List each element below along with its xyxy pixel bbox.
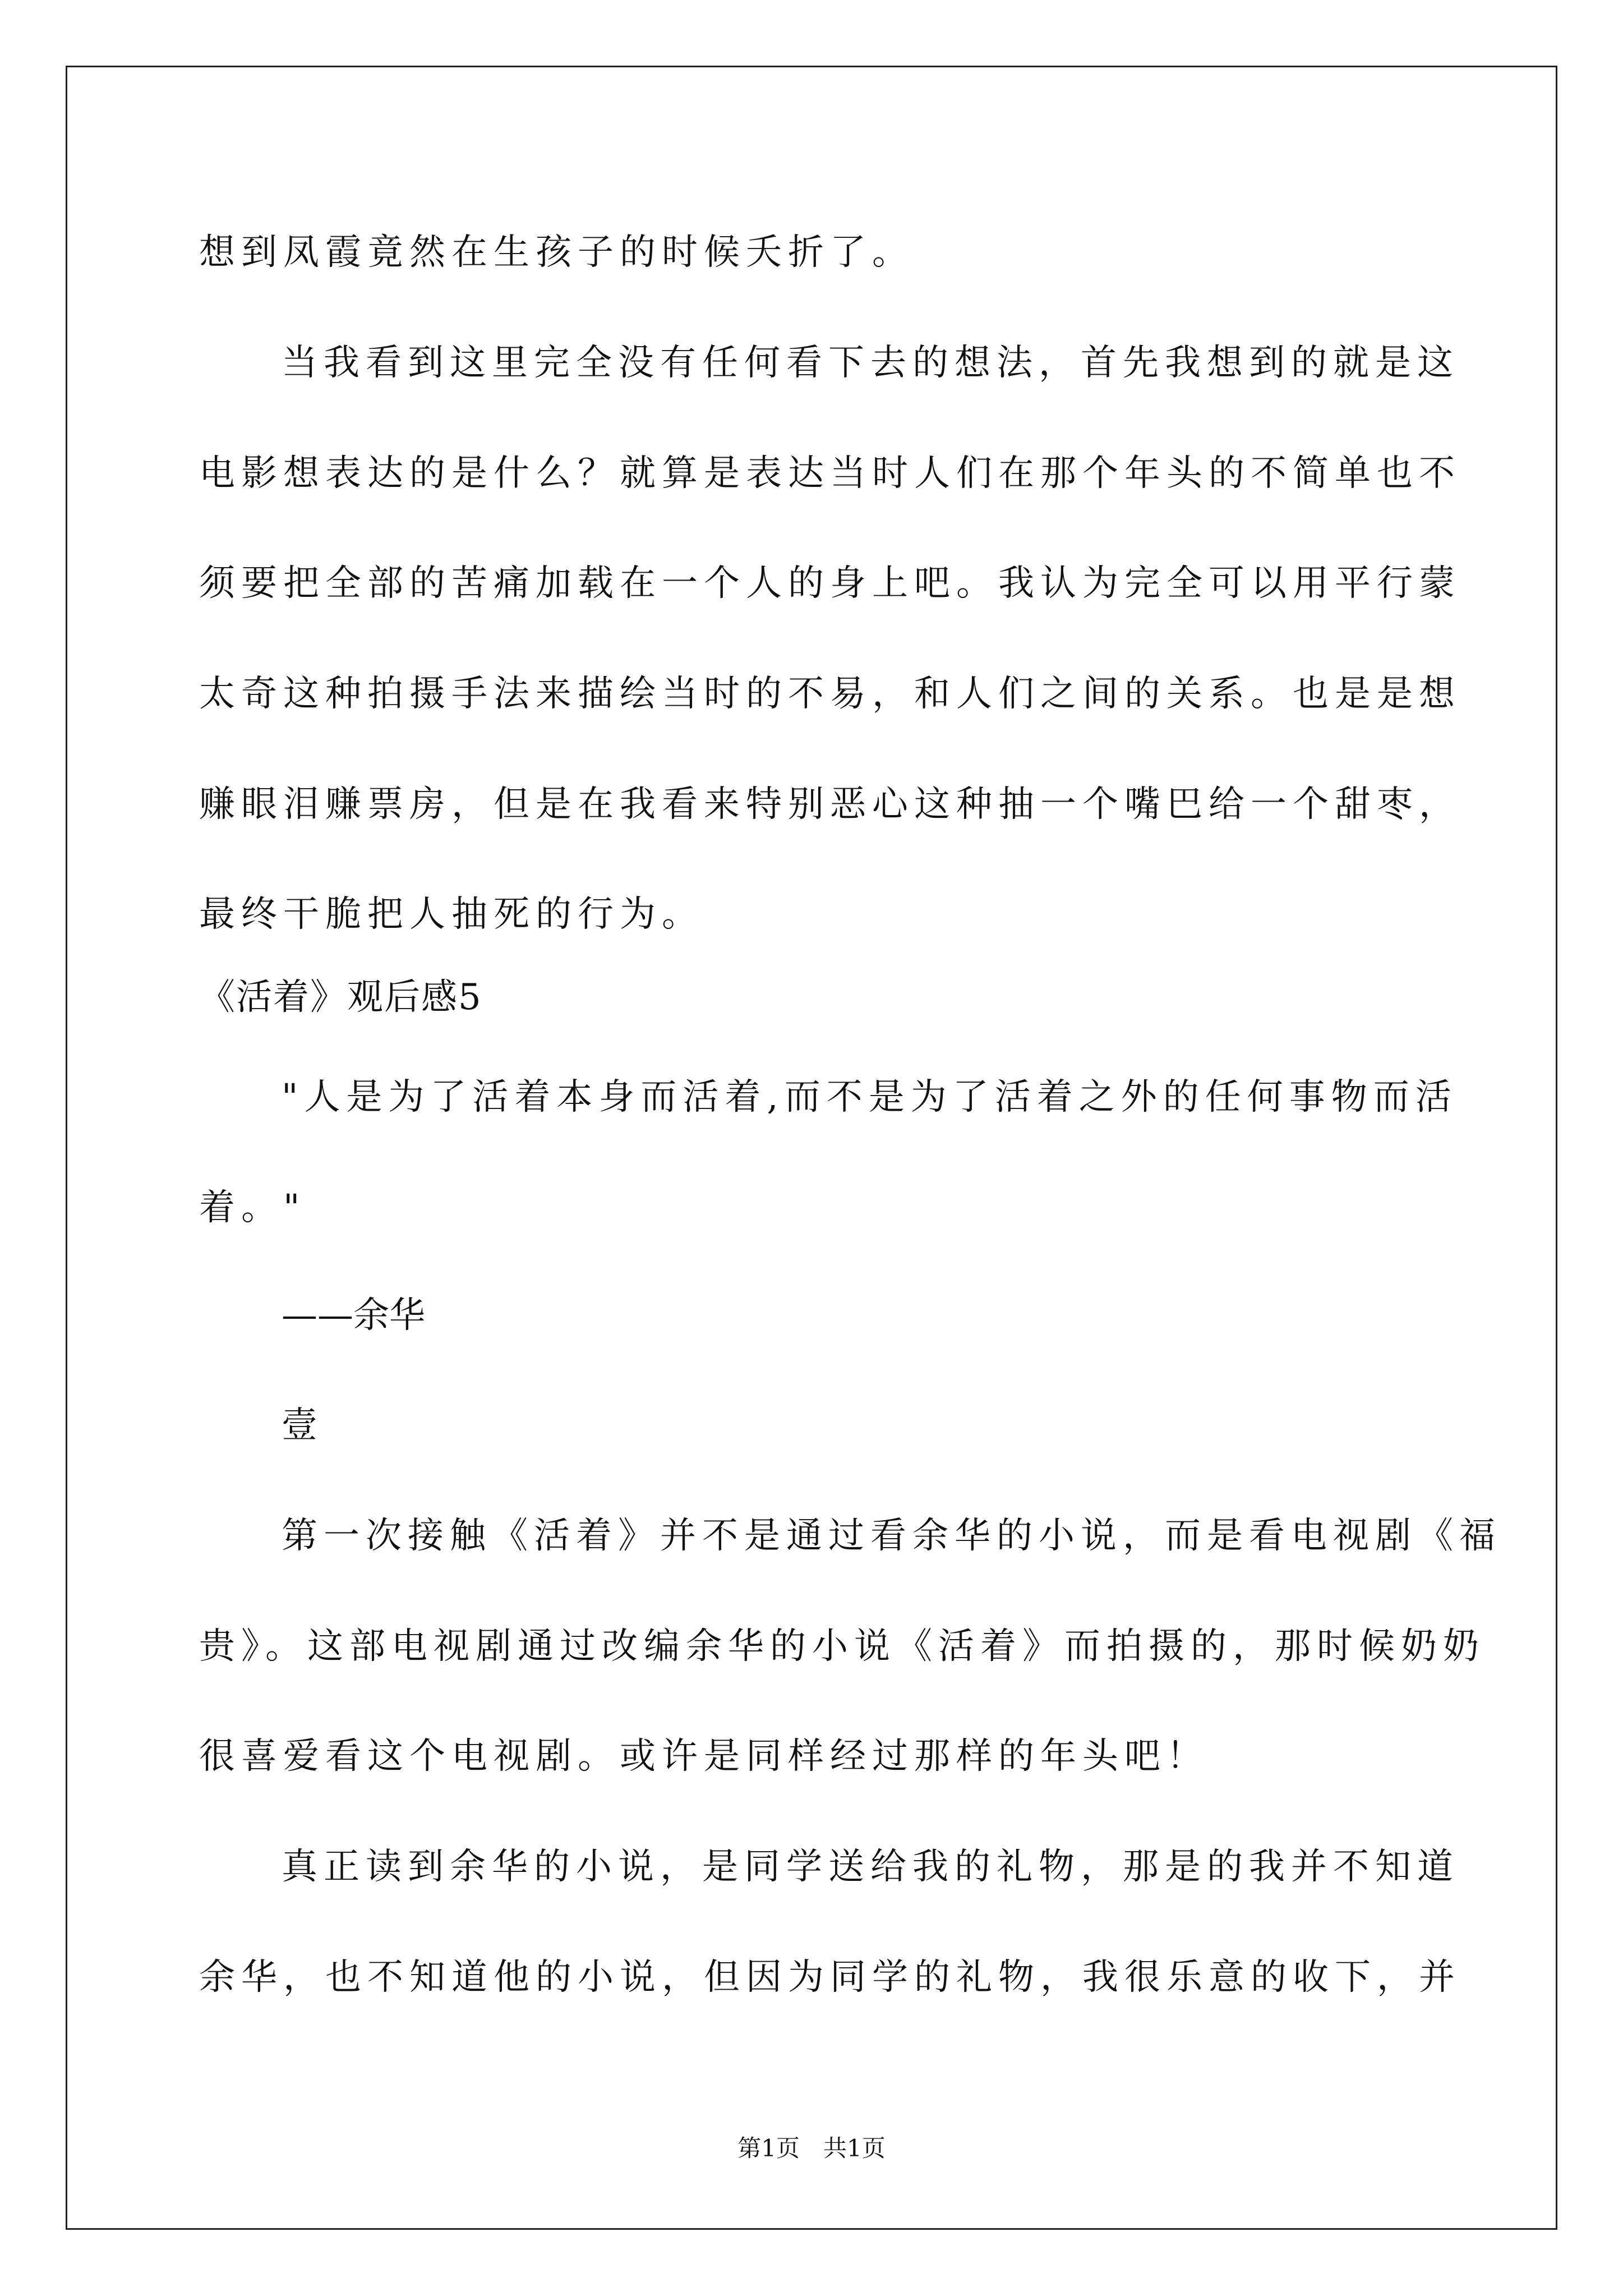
body-line-4: 须要把全部的苦痛加载在一个人的身上吧。我认为完全可以用平行蒙 — [199, 563, 1461, 604]
page-footer: 第1页 共1页 — [737, 2134, 886, 2162]
body-line-6: 赚眼泪赚票房，但是在我看来特别恶心这种抽一个嘴巴给一个甜枣， — [199, 784, 1461, 825]
quote-attribution: ——余华 — [282, 1295, 425, 1336]
section-marker: 壹 — [282, 1405, 324, 1446]
body-line-7: 最终干脆把人抽死的行为。 — [199, 894, 704, 935]
body-line-2: 当我看到这里完全没有任何看下去的想法，首先我想到的就是这 — [282, 342, 1459, 384]
body-line-8: 第一次接触《活着》并不是通过看余华的小说，而是看电视剧《福 — [282, 1515, 1501, 1557]
quote-line-1: "人是为了活着本身而活着,而不是为了活着之外的任何事物而活 — [282, 1076, 1458, 1118]
body-line-5: 太奇这种拍摄手法来描绘当时的不易，和人们之间的关系。也是是想 — [199, 673, 1461, 715]
section-heading: 《活着》观后感5 — [199, 977, 482, 1018]
page-border — [66, 66, 1557, 2230]
body-line-12: 余华，也不知道他的小说，但因为同学的礼物，我很乐意的收下，并 — [199, 1957, 1461, 1998]
quote-line-2: 着。" — [199, 1187, 306, 1228]
body-line-9: 贵》。这部电视剧通过改编余华的小说《活着》而拍摄的，那时候奶奶 — [199, 1626, 1485, 1667]
body-line-10: 很喜爱看这个电视剧。或许是同样经过那样的年头吧！ — [199, 1736, 1209, 1777]
body-line-11: 真正读到余华的小说，是同学送给我的礼物，那是的我并不知道 — [282, 1846, 1459, 1888]
body-line-3: 电影想表达的是什么？就算是表达当时人们在那个年头的不简单也不 — [199, 453, 1461, 494]
body-line-1: 想到凤霞竟然在生孩子的时候夭折了。 — [199, 232, 914, 273]
